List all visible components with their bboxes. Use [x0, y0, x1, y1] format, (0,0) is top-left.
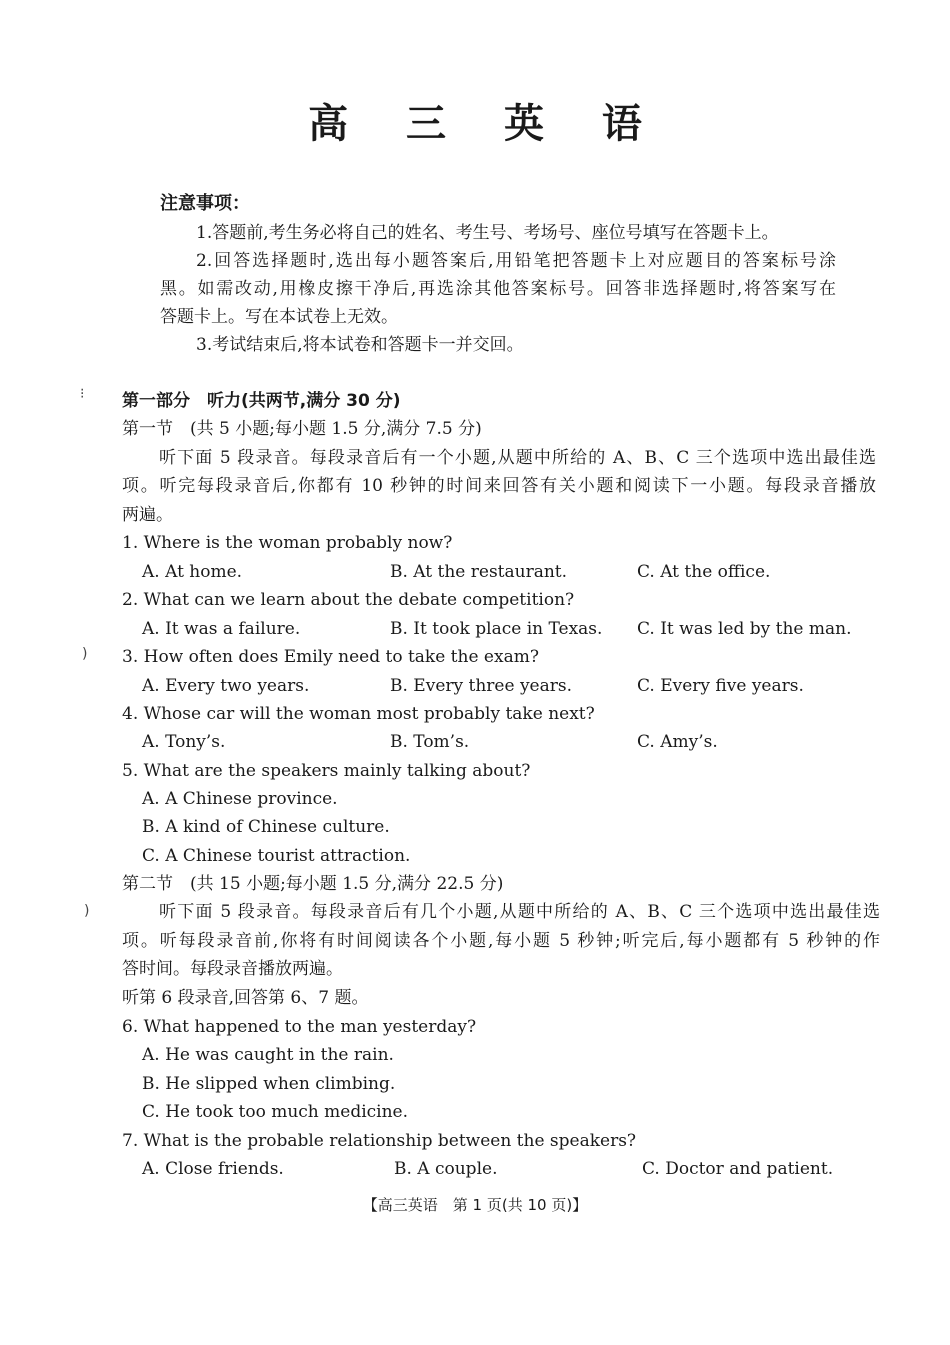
option-c: C. It was led by the man. [637, 619, 852, 639]
option-c: C. He took too much medicine. [142, 1102, 409, 1122]
option-c: C. At the office. [637, 562, 771, 582]
notice-item-3: 3.考试结束后,将本试卷和答题卡一并交回。 [196, 335, 524, 355]
option-c: C. A Chinese tourist attraction. [142, 846, 411, 866]
question-stem: 2. What can we learn about the debate competition? [122, 590, 575, 610]
question-stem: 7. What is the probable relationship between the speakers? [122, 1131, 637, 1151]
question-stem: 3. How often does Emily need to take the exam? [122, 647, 539, 667]
question-stem: 1. Where is the woman probably now? [122, 533, 453, 553]
option-b: B. Every three years. [390, 676, 572, 696]
option-b: B. A kind of Chinese culture. [142, 817, 390, 837]
page-title: 高 三 英 语 [308, 101, 664, 147]
option-b: B. A couple. [394, 1159, 498, 1179]
notice-heading: 注意事项： [160, 193, 250, 214]
part1-heading: 第一部分 听力(共两节,满分 30 分) [122, 391, 401, 411]
question-stem: 6. What happened to the man yesterday? [122, 1017, 477, 1037]
option-b: B. He slipped when climbing. [142, 1074, 396, 1094]
notice-item-2-line-3: 答题卡上。写在本试卷上无效。 [160, 307, 398, 327]
option-b: B. Tom’s. [390, 732, 470, 752]
binding-mark: ⁝ [80, 386, 85, 402]
option-a: A. At home. [142, 562, 243, 582]
section1-heading: 第一节 (共 5 小题;每小题 1.5 分,满分 7.5 分) [122, 419, 482, 439]
notice-item-2-line-2: 黑。如需改动,用橡皮擦干净后,再选涂其他答案标号。回答非选择题时,将答案写在 [160, 279, 836, 299]
option-c: C. Every five years. [637, 676, 804, 696]
option-c: C. Amy’s. [637, 732, 718, 752]
option-c: C. Doctor and patient. [642, 1159, 834, 1179]
option-a: A. It was a failure. [142, 619, 301, 639]
section1-instruction-line-3: 两遍。 [122, 505, 173, 525]
option-a: A. Tony’s. [142, 732, 226, 752]
option-a: A. He was caught in the rain. [142, 1045, 394, 1065]
binding-mark: ) [82, 646, 88, 662]
section2-instruction-line-1: 听下面 5 段录音。每段录音后有几个小题,从题中所给的 A、B、C 三个选项中选出最佳选 [159, 902, 880, 922]
notice-item-2-line-1: 2.回答选择题时,选出每小题答案后,用铅笔把答题卡上对应题目的答案标号涂 [196, 251, 836, 271]
option-a: A. Every two years. [142, 676, 310, 696]
notice-item-1: 1.答题前,考生务必将自己的姓名、考生号、考场号、座位号填写在答题卡上。 [196, 223, 779, 243]
option-b: B. At the restaurant. [390, 562, 568, 582]
section1-instruction-line-2: 项。听完每段录音后,你都有 10 秒钟的时间来回答有关小题和阅读下一小题。每段录音播放 [122, 476, 876, 496]
page-footer: 【高三英语 第 1 页(共 10 页)】 [362, 1196, 588, 1214]
group-instruction: 听第 6 段录音,回答第 6、7 题。 [122, 988, 369, 1008]
binding-mark: ) [84, 903, 90, 919]
section1-instruction-line-1: 听下面 5 段录音。每段录音后有一个小题,从题中所给的 A、B、C 三个选项中选出最佳选 [159, 448, 876, 468]
option-b: B. It took place in Texas. [390, 619, 603, 639]
question-stem: 4. Whose car will the woman most probably take next? [122, 704, 595, 724]
section2-heading: 第二节 (共 15 小题;每小题 1.5 分,满分 22.5 分) [122, 874, 504, 894]
option-a: A. Close friends. [142, 1159, 284, 1179]
option-a: A. A Chinese province. [142, 789, 338, 809]
question-stem: 5. What are the speakers mainly talking about? [122, 761, 531, 781]
section2-instruction-line-3: 答时间。每段录音播放两遍。 [122, 959, 343, 979]
section2-instruction-line-2: 项。听每段录音前,你将有时间阅读各个小题,每小题 5 秒钟;听完后,每小题都有 5 秒钟的作 [122, 931, 880, 951]
